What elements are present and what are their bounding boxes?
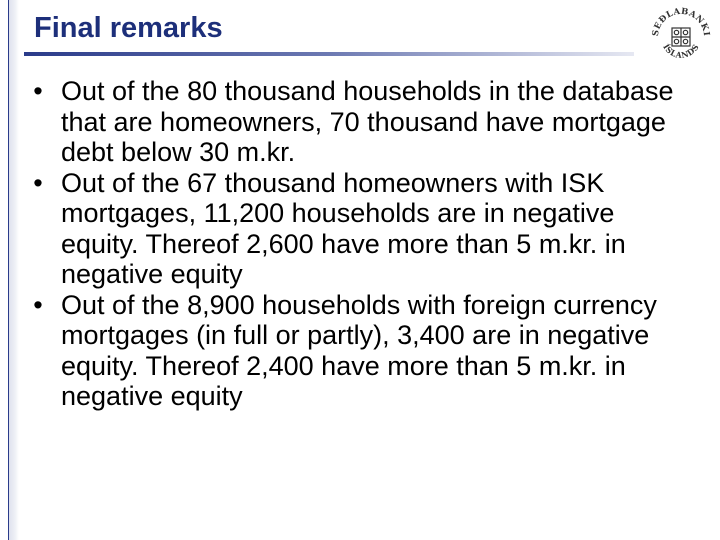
bullet-marker: •	[33, 167, 43, 198]
seal-icon	[648, 4, 714, 70]
bullet-list	[28, 76, 688, 412]
bullet-item	[28, 76, 688, 168]
bullet-item	[28, 168, 688, 290]
svg-text:ÍSLANDS: ÍSLANDS	[661, 41, 701, 61]
bullet-text: Out of the 80 thousand households in the database that are homeowners, 70 thousand have mortgage debt below 30 m.kr.	[61, 76, 674, 167]
bullet-text: Out of the 67 thousand homeowners with ISK mortgages, 11,200 households are in negative equity. Thereof 2,600 have more than 5 m.kr. in negative equity	[61, 167, 626, 289]
bullet-item	[28, 290, 688, 412]
slide-title: Final remarks	[34, 12, 223, 44]
svg-text:SEÐLABANKI: SEÐLABANKI	[650, 6, 712, 37]
bullet-marker: •	[33, 289, 43, 320]
left-border-rule	[8, 0, 19, 540]
bullet-marker: •	[33, 76, 43, 106]
title-underline	[24, 52, 634, 56]
bullet-text: Out of the 8,900 households with foreign currency mortgages (in full or partly), 3,400 are in negative equity. Thereof 2,400 have more than 5 m.kr. in negative equity	[61, 289, 657, 411]
